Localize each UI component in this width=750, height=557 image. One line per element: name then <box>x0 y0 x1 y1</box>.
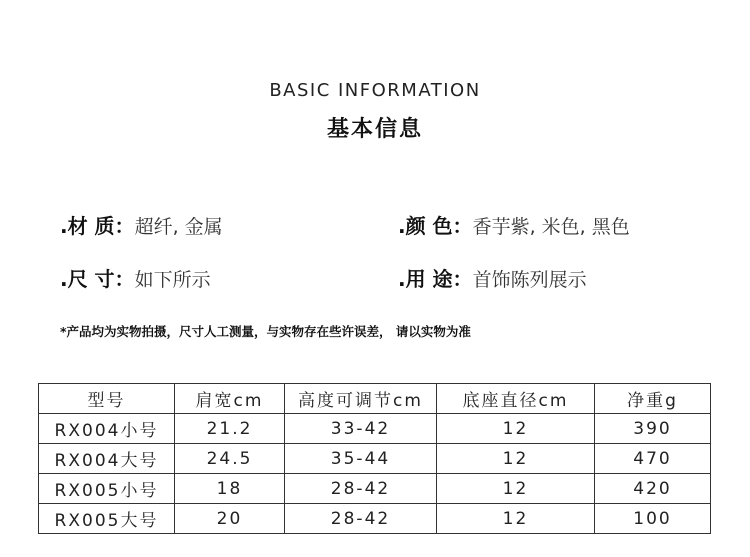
attribute-value: 超纤, 金属 <box>134 216 223 238</box>
table-row <box>39 504 711 534</box>
attribute-value: 首饰陈列展示 <box>472 269 587 291</box>
cell-shoulder-width: 21.2 <box>175 414 285 444</box>
cell-base-diameter: 12 <box>437 414 595 444</box>
table-header-row <box>39 384 711 414</box>
cell-shoulder-width: 20 <box>175 504 285 534</box>
cell-shoulder-width: 18 <box>175 474 285 504</box>
cell-adjustable-height: 35-44 <box>285 444 437 474</box>
table-row <box>39 444 711 474</box>
disclaimer-note: *产品均为实物拍摄，尺寸人工测量，与实物存在些许误差， 请以实物为准 <box>60 324 471 339</box>
table-row <box>39 474 711 504</box>
attribute-label: .尺 寸： <box>60 267 135 291</box>
cell-adjustable-height: 28-42 <box>285 504 437 534</box>
cell-net-weight: 100 <box>595 504 711 534</box>
cell-net-weight: 420 <box>595 474 711 504</box>
spec-table <box>38 383 711 534</box>
cell-net-weight: 390 <box>595 414 711 444</box>
cell-base-diameter: 12 <box>437 444 595 474</box>
cell-base-diameter: 12 <box>437 474 595 504</box>
title-chinese: 基本信息 <box>326 117 423 142</box>
attribute-size <box>60 263 211 292</box>
cell-adjustable-height: 28-42 <box>285 474 437 504</box>
cell-base-diameter: 12 <box>437 504 595 534</box>
attribute-label: .材 质： <box>60 214 135 238</box>
cell-model: RX004大号 <box>39 444 175 474</box>
attribute-color <box>398 210 630 239</box>
attribute-label: .用 途： <box>398 267 473 291</box>
title-english: BASIC INFORMATION <box>269 80 481 101</box>
header-adjustable-height: 高度可调节cm <box>285 384 437 414</box>
header-model: 型号 <box>39 384 175 414</box>
attribute-material <box>60 210 223 239</box>
cell-model: RX005大号 <box>39 504 175 534</box>
attribute-value: 如下所示 <box>134 269 211 291</box>
attribute-usage <box>398 263 587 292</box>
cell-net-weight: 470 <box>595 444 711 474</box>
header-net-weight: 净重g <box>595 384 711 414</box>
cell-adjustable-height: 33-42 <box>285 414 437 444</box>
cell-model: RX004小号 <box>39 414 175 444</box>
cell-shoulder-width: 24.5 <box>175 444 285 474</box>
cell-model: RX005小号 <box>39 474 175 504</box>
header-shoulder-width: 肩宽cm <box>175 384 285 414</box>
attribute-value: 香芋紫, 米色, 黑色 <box>472 216 630 238</box>
table-row <box>39 414 711 444</box>
attribute-label: .颜 色： <box>398 214 473 238</box>
header-base-diameter: 底座直径cm <box>437 384 595 414</box>
